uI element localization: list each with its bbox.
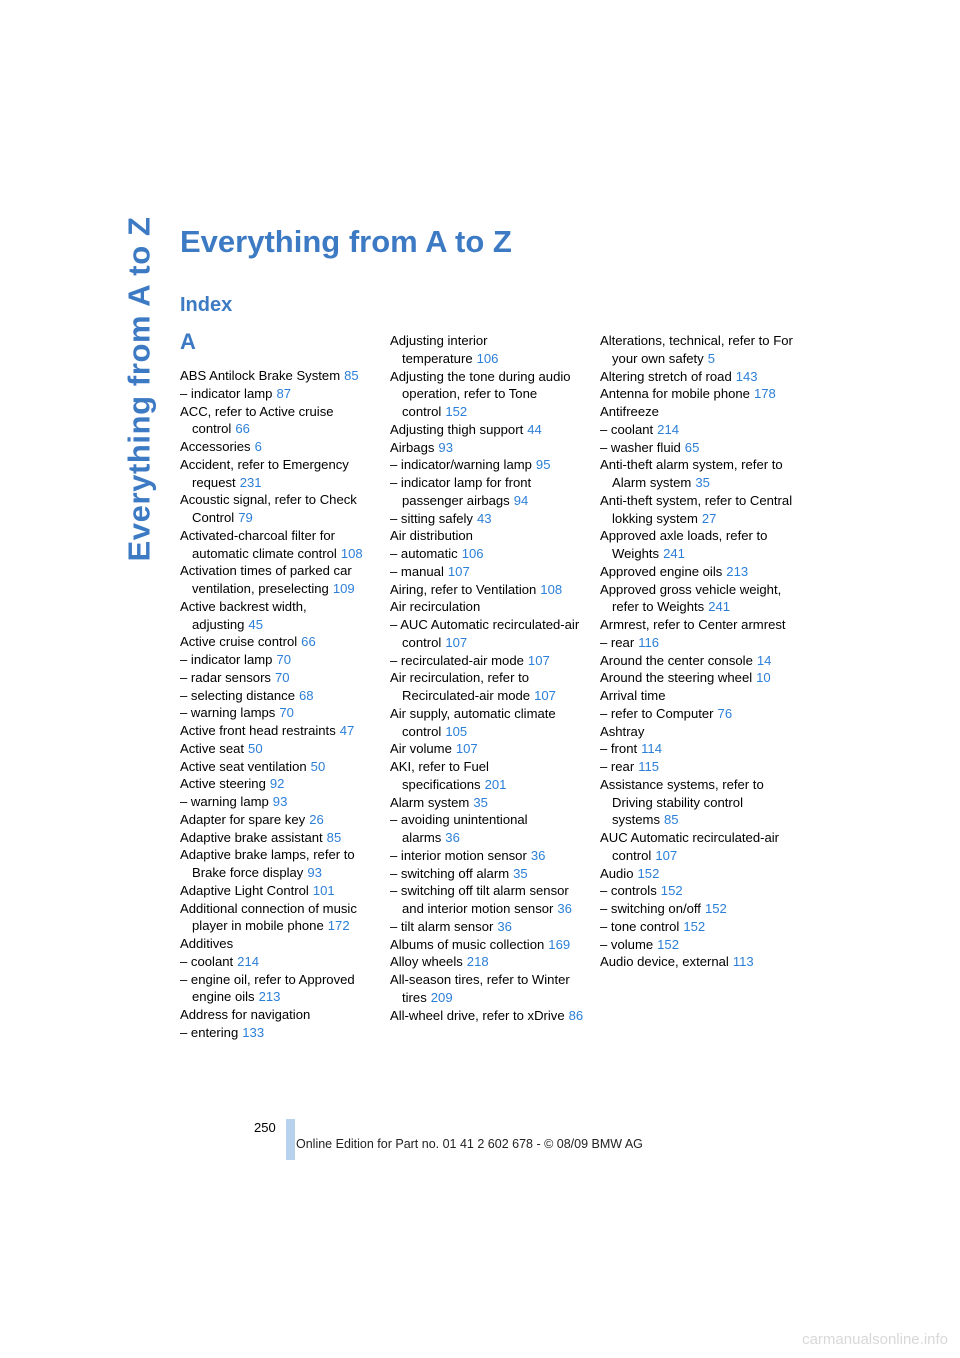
- index-entry: [600, 439, 796, 457]
- page-reference-link[interactable]: 106: [476, 350, 499, 366]
- page-reference-link[interactable]: 45: [248, 616, 263, 632]
- page-reference-link[interactable]: 70: [279, 705, 294, 721]
- page-reference-link[interactable]: 6: [254, 439, 262, 454]
- index-entry: [180, 900, 376, 936]
- index-entry: [600, 368, 796, 386]
- index-entry: [180, 704, 376, 722]
- index-entry: [180, 598, 376, 634]
- index-entry-text: AKI, refer to Fuel specifications: [390, 759, 489, 792]
- page-reference-link[interactable]: 105: [445, 723, 468, 739]
- page-reference-link[interactable]: 152: [683, 918, 706, 934]
- index-entry: [390, 1007, 586, 1025]
- index-entry-text: Approved gross vehicle weight, refer to Weights: [600, 581, 782, 615]
- index-entry-text: Active backrest width, adjusting: [180, 598, 307, 632]
- side-tab-label: Everything from A to Z: [122, 216, 157, 562]
- index-entry-text: Antifreeze: [600, 404, 659, 419]
- index-entry: [390, 581, 586, 599]
- index-entry: [180, 846, 376, 882]
- index-entry: [180, 971, 376, 1007]
- side-tab: [120, 216, 160, 562]
- index-entry-text: All-wheel drive, refer to xDrive: [390, 1007, 565, 1023]
- page-reference-link[interactable]: 93: [272, 794, 288, 809]
- index-entry-text: Activation times of parked car ventilation, preselecting: [180, 563, 352, 596]
- index-entry-text: Accident, refer to Emergency request: [180, 456, 349, 490]
- page-reference-link[interactable]: 36: [557, 901, 572, 916]
- page-reference-link[interactable]: 152: [704, 901, 727, 916]
- index-entry: [600, 669, 796, 687]
- index-entry: [390, 705, 586, 741]
- index-entry: [390, 563, 586, 581]
- index-entry-text: – sitting safely: [390, 510, 473, 526]
- index-entry-text: Airbags: [390, 439, 435, 455]
- index-entry-text: Adapter for spare key: [180, 811, 306, 827]
- index-entry-text: Adaptive brake lamps, refer to Brake force display: [180, 847, 355, 880]
- index-entry-text: – engine oil, refer to Approved engine oils: [180, 971, 355, 1005]
- page-reference-link[interactable]: 5: [707, 350, 715, 366]
- page-reference-link[interactable]: 79: [238, 510, 253, 525]
- page-reference-link[interactable]: 95: [535, 457, 551, 473]
- page-reference-link[interactable]: 107: [655, 847, 678, 863]
- index-entry-text: Alloy wheels: [390, 954, 463, 970]
- index-entry: [390, 545, 586, 563]
- index-entry-text: Anti-theft system, refer to Central lokking system: [600, 492, 793, 526]
- index-entry: [600, 492, 796, 528]
- page-reference-link[interactable]: 68: [299, 687, 314, 703]
- page-reference-link[interactable]: 107: [447, 563, 470, 579]
- index-entry-text: Antenna for mobile phone: [600, 386, 750, 402]
- index-entry-text: – interior motion sensor: [390, 847, 527, 863]
- page-reference-link[interactable]: 109: [332, 581, 355, 596]
- index-entry: [180, 438, 376, 456]
- index-entry-text: – controls: [600, 883, 657, 899]
- index-entry: [390, 758, 586, 794]
- index-entry-text: Alarm system: [390, 794, 470, 810]
- footer-text: Online Edition for Part no. 01 41 2 602 678 - © 08/09 BMW AG: [296, 1137, 643, 1151]
- page-reference-link[interactable]: 10: [756, 670, 771, 686]
- page-reference-link[interactable]: 231: [239, 474, 262, 490]
- index-entry: [180, 953, 376, 971]
- index-entry: [180, 687, 376, 705]
- page-reference-link[interactable]: 108: [340, 545, 363, 561]
- page-reference-link[interactable]: 152: [637, 865, 660, 881]
- page-reference-link[interactable]: 50: [310, 758, 326, 774]
- index-entry-text: Alterations, technical, refer to For your own safety: [600, 333, 793, 366]
- letter-heading: A: [180, 329, 196, 354]
- index-column-2: [390, 332, 586, 1024]
- index-entry: [390, 918, 586, 936]
- index-entry: [600, 882, 796, 900]
- index-entry: [180, 367, 376, 385]
- index-entry-text: Air recirculation: [390, 599, 481, 615]
- index-entry-text: – switching off alarm: [390, 865, 510, 881]
- index-entry-text: Albums of music collection: [390, 936, 545, 952]
- index-entry: [600, 953, 796, 971]
- index-entry-text: ABS Antilock Brake System: [180, 368, 341, 383]
- index-column-3: [600, 332, 796, 971]
- index-entry: [600, 563, 796, 581]
- index-entry-text: Activated-charcoal filter for automatic climate control: [180, 527, 337, 561]
- page-reference-link[interactable]: 65: [684, 439, 700, 455]
- page-reference-link[interactable]: 44: [527, 421, 542, 437]
- index-entry: [600, 865, 796, 883]
- index-entry-text: – indicator lamp: [180, 385, 273, 401]
- page-reference-link[interactable]: 152: [445, 404, 468, 419]
- index-entry-text: Adjusting interior temperature: [390, 333, 488, 366]
- index-entry: [390, 616, 586, 652]
- index-entry: [600, 403, 796, 421]
- page-reference-link[interactable]: 101: [312, 882, 335, 898]
- index-entry: [600, 829, 796, 865]
- index-entry-text: – selecting distance: [180, 687, 296, 703]
- page-reference-link[interactable]: 107: [527, 652, 550, 668]
- index-entry-text: – switching on/off: [600, 901, 701, 916]
- page-number: 250: [254, 1120, 276, 1135]
- index-entry-text: Around the center console: [600, 652, 753, 668]
- index-entry-text: Additives: [180, 936, 234, 951]
- page-reference-link[interactable]: 218: [466, 954, 489, 970]
- index-entry-text: Arrival time: [600, 688, 666, 703]
- index-entry: [600, 723, 796, 741]
- index-entry: [180, 385, 376, 403]
- page-reference-link[interactable]: 36: [530, 847, 546, 863]
- index-entry-text: Adaptive Light Control: [180, 882, 309, 898]
- index-entry: [390, 456, 586, 474]
- index-entry-text: Additional connection of music player in mobile phone: [180, 900, 357, 934]
- page-reference-link[interactable]: 213: [726, 563, 749, 579]
- page-reference-link[interactable]: 241: [663, 546, 685, 561]
- index-entry: [390, 527, 586, 545]
- index-entry-text: – tilt alarm sensor: [390, 918, 494, 934]
- index-entry-text: – front: [600, 741, 638, 757]
- index-entry: [390, 794, 586, 812]
- index-entry-text: Active seat: [180, 740, 245, 756]
- index-entry-text: – coolant: [600, 421, 654, 437]
- index-entry-text: – indicator lamp for front passenger airbags: [390, 475, 532, 508]
- index-entry: [600, 332, 796, 368]
- index-entry-text: – washer fluid: [600, 439, 681, 455]
- page-reference-link[interactable]: 76: [717, 705, 733, 721]
- page-reference-link[interactable]: 214: [237, 953, 260, 969]
- index-entry-text: Altering stretch of road: [600, 368, 732, 384]
- page-reference-link[interactable]: 66: [301, 634, 316, 650]
- index-entry-text: Adjusting the tone during audio operation, refer to Tone control: [390, 368, 571, 419]
- index-entry: [390, 598, 586, 616]
- index-entry-text: Air distribution: [390, 528, 473, 544]
- watermark: carmanualsonline.info: [802, 1331, 948, 1348]
- index-entry: [180, 562, 376, 598]
- index-entry-text: Air volume: [390, 741, 452, 757]
- index-entry-text: Adaptive brake assistant: [180, 829, 323, 845]
- index-entry: [390, 474, 586, 510]
- index-entry: [180, 722, 376, 740]
- index-entry: [390, 740, 586, 758]
- index-entry-text: – manual: [390, 563, 444, 579]
- page-reference-link[interactable]: 36: [445, 830, 460, 845]
- index-entry: [390, 421, 586, 439]
- index-entry: [180, 456, 376, 492]
- page-reference-link[interactable]: 43: [476, 510, 492, 526]
- index-entry: [180, 811, 376, 829]
- index-entry: [180, 935, 376, 953]
- page-reference-link[interactable]: 93: [307, 865, 322, 880]
- index-entry: [180, 527, 376, 563]
- index-entry-text: AUC Automatic recirculated-air control: [600, 830, 780, 863]
- page-reference-link[interactable]: 27: [701, 510, 717, 526]
- index-entry: [180, 1006, 376, 1024]
- page-reference-link[interactable]: 85: [344, 368, 359, 383]
- index-entry-text: – AUC Automatic recirculated-air control: [390, 617, 580, 650]
- page-reference-link[interactable]: 14: [756, 652, 772, 668]
- index-entry-text: Address for navigation: [180, 1007, 311, 1022]
- index-entry-text: Airing, refer to Ventilation: [390, 581, 537, 597]
- index-entry-text: Active front head restraints: [180, 723, 336, 738]
- index-entry: [390, 865, 586, 883]
- page-reference-link[interactable]: 87: [276, 385, 292, 401]
- index-entry: [390, 811, 586, 847]
- index-entry-text: – automatic: [390, 546, 458, 561]
- index-entry: [600, 687, 796, 705]
- page-reference-link[interactable]: 85: [664, 812, 679, 828]
- footer-bar: [286, 1119, 295, 1160]
- page-reference-link[interactable]: 214: [657, 421, 680, 437]
- page-reference-link[interactable]: 152: [657, 936, 679, 952]
- index-entry: [180, 829, 376, 847]
- page-title: Everything from A to Z: [180, 224, 512, 259]
- page-reference-link[interactable]: 93: [438, 439, 453, 455]
- index-entry: [180, 740, 376, 758]
- page-reference-link[interactable]: 114: [641, 741, 662, 757]
- index-entry-text: Adjusting thigh support: [390, 421, 524, 437]
- index-entry: [180, 491, 376, 527]
- index-entry: [600, 918, 796, 936]
- index-entry-text: – warning lamps: [180, 705, 276, 721]
- page-reference-link[interactable]: 35: [695, 475, 710, 490]
- page-reference-link[interactable]: 70: [274, 669, 290, 685]
- index-entry: [390, 439, 586, 457]
- index-entry-text: ACC, refer to Active cruise control: [180, 403, 334, 437]
- page-reference-link[interactable]: 143: [735, 368, 758, 384]
- index-entry: [600, 581, 796, 617]
- index-entry-text: Active cruise control: [180, 634, 298, 650]
- index-column-1: [180, 367, 376, 1042]
- index-entry-text: Audio device, external: [600, 954, 729, 970]
- page-reference-link[interactable]: 172: [327, 918, 350, 934]
- page-reference-link[interactable]: 107: [534, 688, 556, 703]
- index-entry: [600, 936, 796, 954]
- index-entry: [390, 510, 586, 528]
- index-entry-text: – warning lamp: [180, 794, 269, 809]
- page-reference-link[interactable]: 178: [753, 386, 776, 402]
- index-entry: [180, 1024, 376, 1042]
- page-reference-link[interactable]: 107: [445, 634, 468, 650]
- index-entry: [600, 616, 796, 634]
- index-entry: [390, 332, 586, 368]
- index-entry: [600, 758, 796, 776]
- index-entry-text: – rear: [600, 634, 635, 650]
- index-entry: [600, 652, 796, 670]
- index-entry: [600, 776, 796, 829]
- index-entry: [180, 633, 376, 651]
- index-entry-text: – entering: [180, 1024, 239, 1040]
- page-reference-link[interactable]: 169: [548, 936, 571, 952]
- page-reference-link[interactable]: 241: [708, 599, 731, 615]
- page-reference-link[interactable]: 133: [242, 1024, 265, 1040]
- index-entry: [180, 793, 376, 811]
- index-entry-text: – rear: [600, 759, 635, 774]
- index-entry-text: Around the steering wheel: [600, 670, 753, 686]
- index-entry-text: Acoustic signal, refer to Check Control: [180, 492, 357, 525]
- page-reference-link[interactable]: 66: [235, 421, 250, 437]
- index-entry: [600, 705, 796, 723]
- index-entry: [600, 527, 796, 563]
- index-entry: [180, 403, 376, 439]
- index-entry-text: Active steering: [180, 776, 266, 792]
- page-reference-link[interactable]: 86: [568, 1007, 584, 1023]
- page-reference-link[interactable]: 152: [660, 883, 683, 899]
- index-entry: [180, 651, 376, 669]
- index-entry: [390, 953, 586, 971]
- index-entry: [180, 669, 376, 687]
- page-reference-link[interactable]: 50: [248, 740, 263, 756]
- page-reference-link[interactable]: 35: [513, 865, 528, 881]
- index-entry-text: – indicator lamp: [180, 652, 273, 667]
- index-entry-text: – refer to Computer: [600, 705, 714, 721]
- index-entry-text: – switching off tilt alarm sensor and interior motion sensor: [390, 883, 569, 916]
- index-entry-text: Approved engine oils: [600, 563, 723, 579]
- index-entry: [390, 847, 586, 865]
- page-reference-link[interactable]: 115: [638, 759, 660, 774]
- index-entry-text: Ashtray: [600, 723, 645, 739]
- index-entry-text: – volume: [600, 936, 654, 952]
- index-entry: [600, 385, 796, 403]
- page-reference-link[interactable]: 70: [276, 652, 292, 667]
- page-reference-link[interactable]: 209: [430, 989, 453, 1005]
- page-reference-link[interactable]: 107: [455, 741, 478, 757]
- index-entry-text: Active seat ventilation: [180, 758, 307, 774]
- page-reference-link[interactable]: 113: [732, 954, 754, 970]
- index-entry: [600, 900, 796, 918]
- index-entry-text: Assistance systems, refer to Driving stability control systems: [600, 776, 764, 828]
- index-entry: [180, 758, 376, 776]
- page-reference-link[interactable]: 201: [484, 776, 507, 792]
- index-entry: [600, 634, 796, 652]
- index-entry-text: Armrest, refer to Center armrest: [600, 617, 786, 632]
- page-reference-link[interactable]: 116: [638, 634, 660, 650]
- index-entry: [600, 740, 796, 758]
- index-entry: [390, 652, 586, 670]
- index-entry: [600, 421, 796, 439]
- index-entry-text: Accessories: [180, 439, 251, 454]
- index-entry: [390, 669, 586, 705]
- page-reference-link[interactable]: 94: [513, 492, 529, 508]
- index-entry-text: – recirculated-air mode: [390, 652, 524, 668]
- index-entry-text: – tone control: [600, 918, 680, 934]
- index-entry-text: All-season tires, refer to Winter tires: [390, 972, 570, 1005]
- index-entry-text: Anti-theft alarm system, refer to Alarm system: [600, 457, 783, 490]
- page-reference-link[interactable]: 92: [269, 776, 285, 792]
- page-reference-link[interactable]: 108: [540, 581, 563, 597]
- index-entry: [390, 936, 586, 954]
- section-title: Index: [180, 294, 233, 316]
- index-entry-text: Approved axle loads, refer to Weights: [600, 528, 768, 561]
- index-entry-text: – radar sensors: [180, 669, 271, 685]
- page-reference-link[interactable]: 36: [497, 918, 512, 934]
- page-reference-link[interactable]: 35: [473, 794, 488, 810]
- index-entry-text: Audio: [600, 865, 634, 881]
- page-reference-link[interactable]: 85: [326, 829, 342, 845]
- index-entry: [390, 882, 586, 918]
- page-reference-link[interactable]: 106: [461, 546, 484, 561]
- index-entry-text: – indicator/warning lamp: [390, 457, 532, 473]
- index-entry: [600, 456, 796, 492]
- index-entry: [390, 368, 586, 421]
- index-entry: [180, 882, 376, 900]
- index-entry-text: Air recirculation, refer to Recirculated-air mode: [390, 670, 531, 703]
- index-entry: [390, 971, 586, 1007]
- index-entry-text: – avoiding unintentional alarms: [390, 812, 528, 845]
- page-reference-link[interactable]: 213: [258, 989, 281, 1005]
- index-entry-text: Air supply, automatic climate control: [390, 705, 556, 739]
- index-entry: [180, 775, 376, 793]
- index-entry-text: – coolant: [180, 953, 234, 969]
- page-reference-link[interactable]: 47: [339, 723, 355, 738]
- page-reference-link[interactable]: 26: [309, 811, 324, 827]
